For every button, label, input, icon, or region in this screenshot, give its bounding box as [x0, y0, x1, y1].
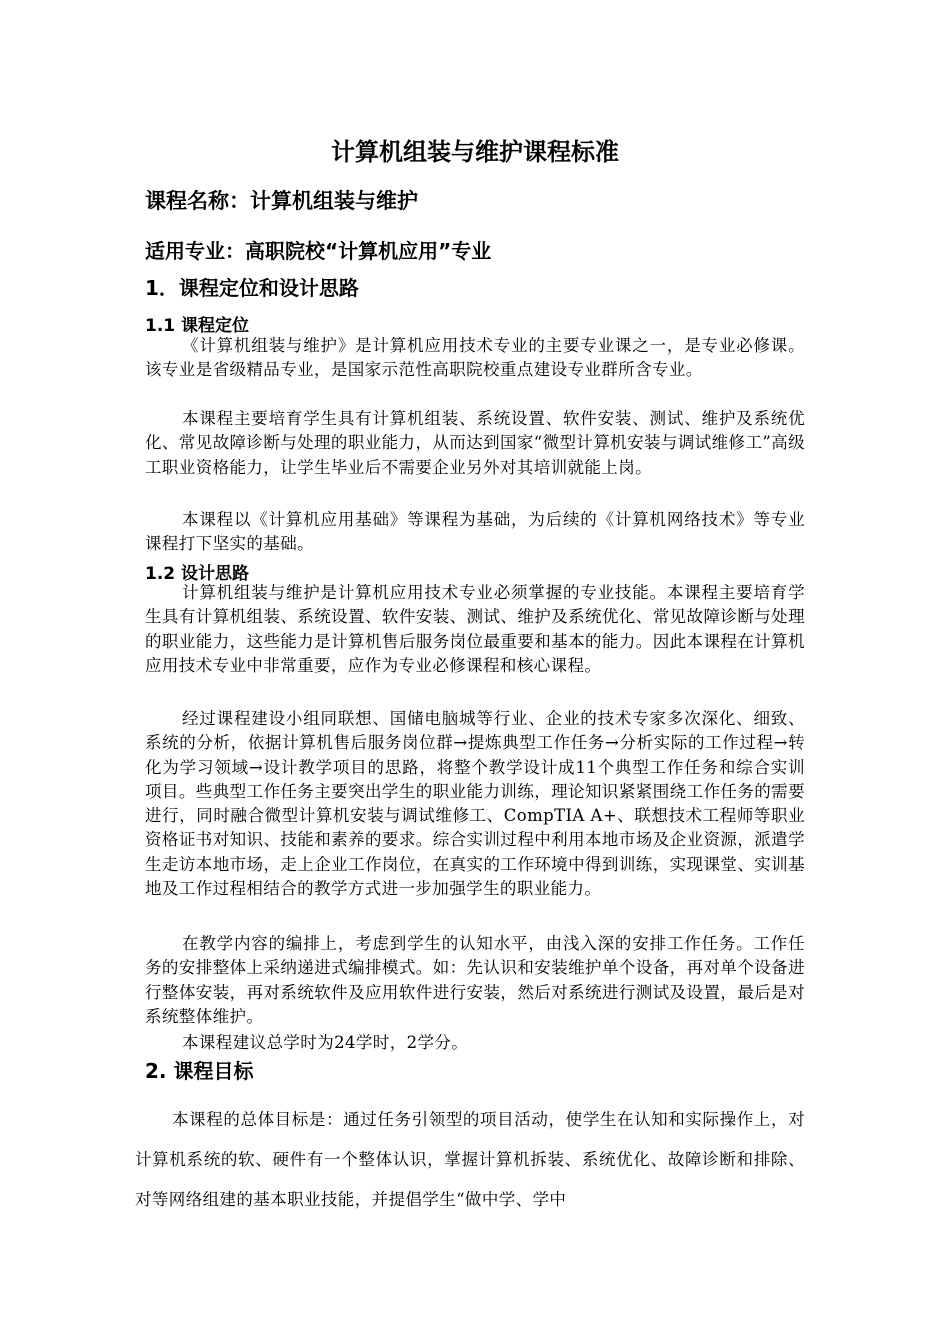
paragraph: 本课程以《计算机应用基础》等课程为基础，为后续的《计算机网络技术》等专业课程打下坚实的基础。 [145, 510, 805, 554]
document-title: 计算机组装与维护课程标准 [331, 138, 619, 166]
applicable-major: 适用专业：高职院校“计算机应用”专业 [145, 239, 492, 263]
paragraph: 本课程主要培育学生具有计算机组装、系统设置、软件安装、测试、维护及系统优化、常见故障诊断与处理的职业能力，从而达到国家“微型计算机安装与调试维修工”高级工职业资格能力，让学生毕业后不需要企业另外对其培训就能上岗。 [145, 409, 805, 477]
section-1-1-heading: 1.1 课程定位 [145, 316, 250, 336]
section-1-heading: 1．课程定位和设计思路 [145, 276, 359, 300]
paragraph: 《计算机组装与维护》是计算机应用技术专业的主要专业课之一，是专业必修课。该专业是省级精品专业，是国家示范性高职院校重点建设专业群所含专业。 [145, 336, 805, 380]
paragraph: 本课程建议总学时为24学时，2学分。 [182, 1033, 469, 1052]
section-1-2-heading: 1.2 设计思路 [145, 564, 250, 584]
paragraph: 计算机组装与维护是计算机应用技术专业必须掌握的专业技能。本课程主要培育学生具有计算机组装、系统设置、软件安装、测试、维护及系统优化、常见故障诊断与处理的职业能力，这些能力是计算机售后服务岗位最重要和基本的能力。因此本课程在计算机应用技术专业中非常重要，应作为专业必修课程和核心课程。 [145, 583, 805, 675]
course-name: 课程名称：计算机组装与维护 [145, 189, 418, 213]
paragraph: 在教学内容的编排上，考虑到学生的认知水平，由浅入深的安排工作任务。工作任务的安排整体上采纳递进式编排模式。如：先认识和安装维护单个设备，再对单个设备进行整体安装，再对系统软件及应用软件进行安装，然后对系统进行测试及设置，最后是对系统整体维护。 [145, 934, 805, 1026]
paragraph: 本课程的总体目标是：通过任务引领型的项目活动，使学生在认知和实际操作上，对计算机系统的软、硬件有一个整体认识，掌握计算机拆装、系统优化、故障诊断和排除、对等网络组建的基本职业技能，并提倡学生“做中学、学中 [135, 1110, 805, 1209]
paragraph: 经过课程建设小组同联想、国储电脑城等行业、企业的技术专家多次深化、细致、系统的分析，依据计算机售后服务岗位群→提炼典型工作任务→分析实际的工作过程→转化为学习领域→设计教学项目的思路，将整个教学设计成11个典型工作任务和综合实训项目。些典型工作任务主要突出学生的职业能力训练，理论知识紧紧围绕工作任务的需要进行，同时融合微型计算机安装与调试维修工、CompTIA A+、联想技术工程师等职业资格证书对知识、技能和素养的要求。综合实训过程中利用本地市场及企业资源，派遣学生走访本地市场，走上企业工作岗位，在真实的工作环境中得到训练，实现课堂、实训基地及工作过程相结合的教学方式进一步加强学生的职业能力。 [145, 709, 805, 899]
section-2-heading: 2. 课程目标 [145, 1059, 254, 1083]
